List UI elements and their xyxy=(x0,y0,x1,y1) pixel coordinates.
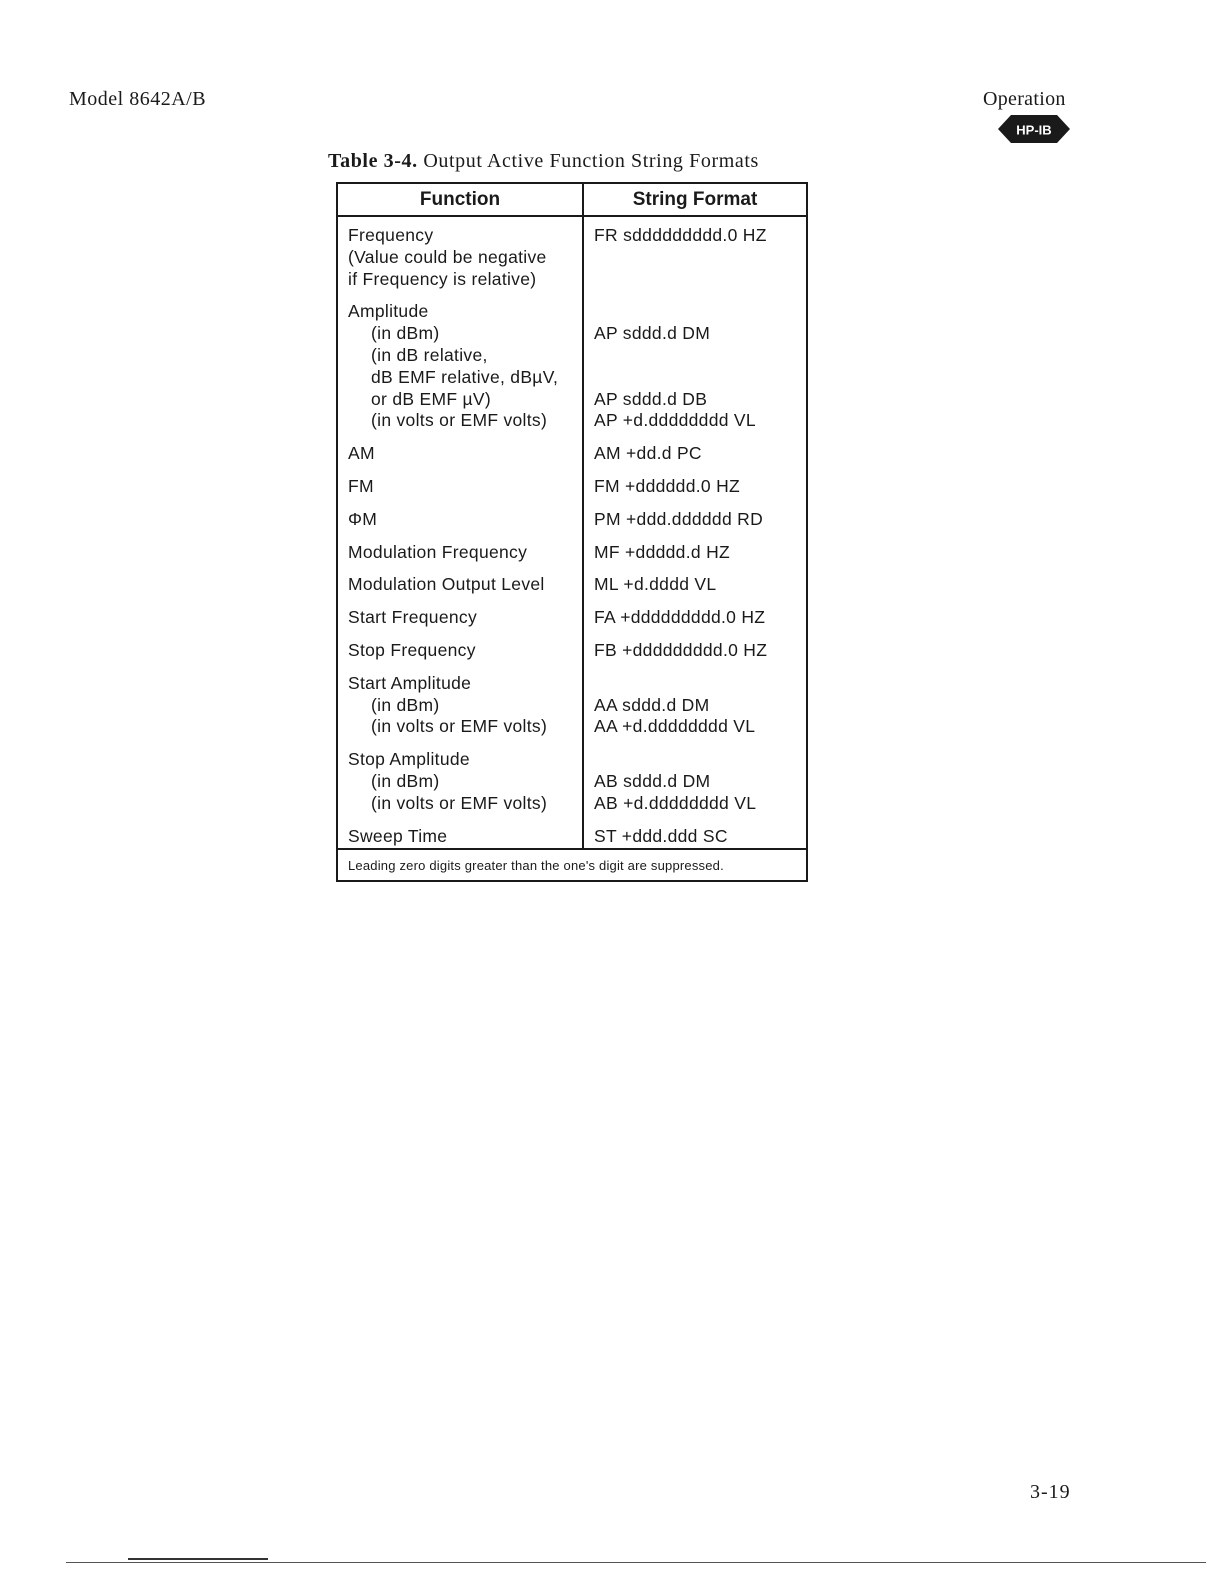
string-format-table xyxy=(336,182,808,882)
function-line: Amplitude xyxy=(348,301,429,322)
function-line: Modulation Frequency xyxy=(348,541,528,562)
format-line: AP sddd.d DM xyxy=(594,323,711,344)
format-line: AA +d.dddddddd VL xyxy=(594,716,756,737)
column-header-string-format: String Format xyxy=(583,183,807,216)
function-line: FM xyxy=(348,475,374,496)
badge-label: HP-IB xyxy=(1016,122,1052,138)
function-line: (Value could be negative xyxy=(348,246,547,267)
function-line: if Frequency is relative) xyxy=(348,268,537,289)
format-line: FB +ddddddddd.0 HZ xyxy=(594,639,768,660)
format-line: FM +dddddd.0 HZ xyxy=(594,475,741,496)
column-header-function: Function xyxy=(337,183,583,216)
format-line: MF +ddddd.d HZ xyxy=(594,541,730,562)
footer-rule xyxy=(66,1562,1206,1563)
hp-ib-badge xyxy=(998,114,1070,144)
format-cell xyxy=(583,634,807,667)
format-cell xyxy=(583,820,807,850)
format-line: ML +d.dddd VL xyxy=(594,574,717,595)
table-row xyxy=(337,470,807,503)
table-row xyxy=(337,667,807,743)
function-cell xyxy=(337,634,583,667)
format-line xyxy=(594,673,806,695)
format-line: AP sddd.d DB xyxy=(594,388,708,409)
function-line: (in dBm) xyxy=(371,323,440,344)
function-cell xyxy=(337,536,583,569)
function-line: (in dBm) xyxy=(371,770,440,791)
format-line xyxy=(594,345,806,367)
function-cell xyxy=(337,216,583,295)
table-row xyxy=(337,295,807,437)
format-cell xyxy=(583,667,807,743)
function-line: dB EMF relative, dBµV, xyxy=(371,366,559,387)
format-line: PM +ddd.dddddd RD xyxy=(594,508,764,529)
function-line: (in volts or EMF volts) xyxy=(371,792,548,813)
function-cell xyxy=(337,295,583,437)
table-row xyxy=(337,820,807,850)
format-cell xyxy=(583,437,807,470)
function-line: Frequency xyxy=(348,225,434,245)
section-header: Operation xyxy=(983,88,1066,110)
format-cell xyxy=(583,743,807,819)
format-cell xyxy=(583,295,807,437)
format-line xyxy=(594,301,806,323)
format-line: AM +dd.d PC xyxy=(594,443,702,464)
format-line: AB +d.dddddddd VL xyxy=(594,792,757,813)
function-cell xyxy=(337,470,583,503)
format-line: AP +d.dddddddd VL xyxy=(594,410,756,431)
table-row xyxy=(337,437,807,470)
table-row xyxy=(337,634,807,667)
function-cell xyxy=(337,568,583,601)
format-cell xyxy=(583,568,807,601)
format-line xyxy=(594,367,806,389)
table-title xyxy=(328,150,759,173)
table-row xyxy=(337,503,807,536)
model-header: Model 8642A/B xyxy=(69,88,207,110)
format-line: AB sddd.d DM xyxy=(594,770,711,791)
table-row xyxy=(337,743,807,819)
function-line: (in dBm) xyxy=(371,694,440,715)
format-line: AA sddd.d DM xyxy=(594,694,710,715)
function-line: Start Frequency xyxy=(348,607,477,628)
format-cell xyxy=(583,470,807,503)
function-line: (in dB relative, xyxy=(371,344,488,365)
function-line: Sweep Time xyxy=(348,825,448,846)
table-row xyxy=(337,601,807,634)
function-cell xyxy=(337,743,583,819)
format-cell xyxy=(583,216,807,295)
footer-rule-short xyxy=(128,1558,268,1560)
format-line: ST +ddd.ddd SC xyxy=(594,825,728,846)
function-line: Start Amplitude xyxy=(348,672,472,693)
format-line: FR sddddddddd.0 HZ xyxy=(594,225,767,245)
function-line: (in volts or EMF volts) xyxy=(371,716,548,737)
format-cell xyxy=(583,536,807,569)
table-title-text: Output Active Function String Formats xyxy=(423,150,759,172)
table-number: Table 3-4. xyxy=(328,150,418,172)
table-row xyxy=(337,536,807,569)
function-line: ΦM xyxy=(348,508,378,529)
table-note: Leading zero digits greater than the one's digit are suppressed. xyxy=(337,849,807,881)
function-line: (in volts or EMF volts) xyxy=(371,410,548,431)
format-cell xyxy=(583,601,807,634)
function-cell xyxy=(337,601,583,634)
table-row xyxy=(337,216,807,295)
function-line: Stop Amplitude xyxy=(348,749,470,770)
function-line: AM xyxy=(348,443,375,464)
function-line: Stop Frequency xyxy=(348,639,476,660)
format-line: FA +ddddddddd.0 HZ xyxy=(594,607,766,628)
format-cell xyxy=(583,503,807,536)
page-number: 3-19 xyxy=(1030,1481,1071,1503)
function-line: or dB EMF µV) xyxy=(371,388,491,409)
function-cell xyxy=(337,503,583,536)
function-cell xyxy=(337,437,583,470)
table-row xyxy=(337,568,807,601)
function-cell xyxy=(337,667,583,743)
function-line: Modulation Output Level xyxy=(348,574,545,595)
format-line xyxy=(594,749,806,771)
function-cell xyxy=(337,820,583,850)
